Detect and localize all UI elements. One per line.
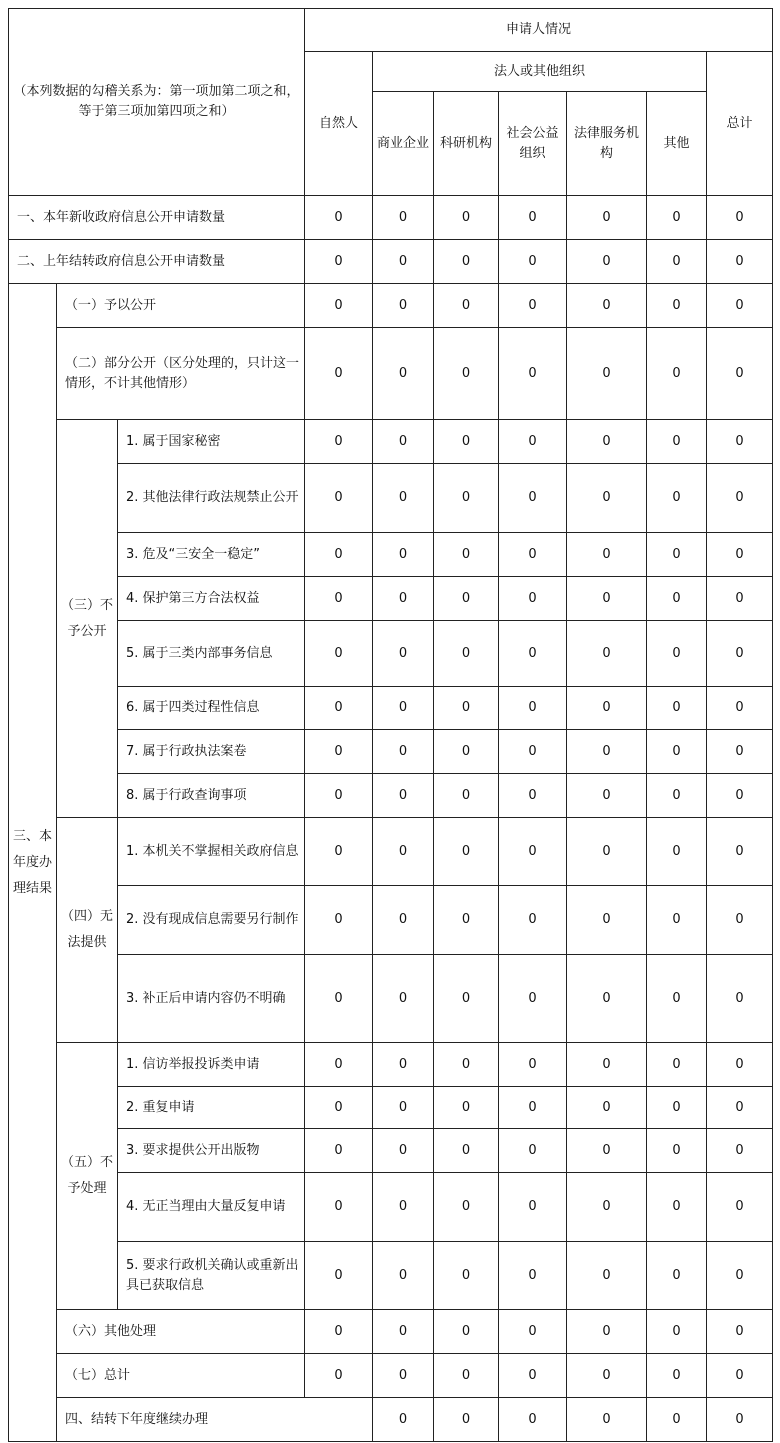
value-cell: 0 bbox=[707, 621, 773, 687]
value-cell: 0 bbox=[305, 1354, 373, 1398]
value-cell: 0 bbox=[373, 774, 434, 818]
row-label: 一、本年新收政府信息公开申请数量 bbox=[9, 196, 305, 240]
value-cell: 0 bbox=[499, 1043, 567, 1087]
value-cell: 0 bbox=[434, 284, 499, 328]
value-cell: 0 bbox=[647, 240, 707, 284]
value-cell: 0 bbox=[647, 730, 707, 774]
value-cell: 0 bbox=[499, 464, 567, 533]
value-cell: 0 bbox=[647, 1310, 707, 1354]
header-applicant: 申请人情况 bbox=[305, 9, 773, 52]
value-cell: 0 bbox=[434, 1310, 499, 1354]
value-cell: 0 bbox=[305, 1043, 373, 1087]
value-cell: 0 bbox=[707, 464, 773, 533]
value-cell: 0 bbox=[567, 196, 647, 240]
value-cell: 0 bbox=[373, 1087, 434, 1129]
table-row bbox=[9, 533, 773, 577]
value-cell: 0 bbox=[499, 1129, 567, 1173]
value-cell: 0 bbox=[373, 730, 434, 774]
value-cell: 0 bbox=[567, 328, 647, 420]
value-cell: 0 bbox=[499, 1087, 567, 1129]
value-cell: 0 bbox=[647, 818, 707, 886]
value-cell: 0 bbox=[434, 464, 499, 533]
table-row bbox=[9, 621, 773, 687]
value-cell: 0 bbox=[647, 1087, 707, 1129]
value-cell: 0 bbox=[567, 464, 647, 533]
value-cell: 0 bbox=[707, 1310, 773, 1354]
row-label: 4. 保护第三方合法权益 bbox=[118, 577, 305, 621]
value-cell: 0 bbox=[434, 621, 499, 687]
table-row bbox=[9, 240, 773, 284]
row-label: （二）部分公开（区分处理的，只计这一情形，不计其他情形） bbox=[57, 328, 305, 420]
value-cell: 0 bbox=[305, 955, 373, 1043]
table-row bbox=[9, 420, 773, 464]
value-cell: 0 bbox=[707, 1242, 773, 1310]
value-cell: 0 bbox=[567, 687, 647, 730]
section-three-label: 三、本年度办理结果 bbox=[9, 284, 57, 1442]
table-row bbox=[9, 730, 773, 774]
value-cell: 0 bbox=[647, 621, 707, 687]
value-cell: 0 bbox=[434, 818, 499, 886]
table-row bbox=[9, 1242, 773, 1310]
value-cell: 0 bbox=[434, 687, 499, 730]
value-cell: 0 bbox=[647, 1129, 707, 1173]
value-cell: 0 bbox=[499, 687, 567, 730]
value-cell: 0 bbox=[499, 955, 567, 1043]
table-row bbox=[9, 955, 773, 1043]
header-commercial: 商业企业 bbox=[373, 92, 434, 196]
value-cell: 0 bbox=[567, 1087, 647, 1129]
value-cell: 0 bbox=[434, 420, 499, 464]
value-cell: 0 bbox=[305, 687, 373, 730]
value-cell: 0 bbox=[373, 955, 434, 1043]
value-cell: 0 bbox=[499, 1173, 567, 1242]
value-cell: 0 bbox=[373, 420, 434, 464]
table-row bbox=[9, 687, 773, 730]
row-label: 6. 属于四类过程性信息 bbox=[118, 687, 305, 730]
value-cell: 0 bbox=[434, 1242, 499, 1310]
value-cell: 0 bbox=[567, 1242, 647, 1310]
value-cell: 0 bbox=[707, 1129, 773, 1173]
value-cell: 0 bbox=[305, 240, 373, 284]
value-cell: 0 bbox=[567, 1398, 647, 1442]
table-row bbox=[9, 1310, 773, 1354]
value-cell: 0 bbox=[434, 577, 499, 621]
value-cell: 0 bbox=[567, 1173, 647, 1242]
row-label: 二、上年结转政府信息公开申请数量 bbox=[9, 240, 305, 284]
value-cell: 0 bbox=[305, 621, 373, 687]
table-row bbox=[9, 1129, 773, 1173]
value-cell: 0 bbox=[567, 955, 647, 1043]
value-cell: 0 bbox=[305, 328, 373, 420]
value-cell: 0 bbox=[373, 533, 434, 577]
value-cell: 0 bbox=[305, 886, 373, 955]
row-label: 7. 属于行政执法案卷 bbox=[118, 730, 305, 774]
value-cell: 0 bbox=[499, 1354, 567, 1398]
value-cell: 0 bbox=[373, 1129, 434, 1173]
value-cell: 0 bbox=[647, 1242, 707, 1310]
value-cell: 0 bbox=[499, 621, 567, 687]
value-cell: 0 bbox=[305, 1310, 373, 1354]
value-cell: 0 bbox=[707, 1398, 773, 1442]
row-label: 1. 本机关不掌握相关政府信息 bbox=[118, 818, 305, 886]
header-legal-service: 法律服务机构 bbox=[567, 92, 647, 196]
value-cell: 0 bbox=[707, 577, 773, 621]
value-cell: 0 bbox=[373, 687, 434, 730]
value-cell: 0 bbox=[305, 1173, 373, 1242]
value-cell: 0 bbox=[373, 818, 434, 886]
value-cell: 0 bbox=[647, 687, 707, 730]
value-cell: 0 bbox=[434, 196, 499, 240]
value-cell: 0 bbox=[305, 284, 373, 328]
value-cell: 0 bbox=[434, 955, 499, 1043]
value-cell: 0 bbox=[434, 1173, 499, 1242]
value-cell: 0 bbox=[567, 1310, 647, 1354]
value-cell: 0 bbox=[499, 886, 567, 955]
value-cell: 0 bbox=[305, 420, 373, 464]
value-cell: 0 bbox=[647, 284, 707, 328]
value-cell: 0 bbox=[647, 886, 707, 955]
value-cell: 0 bbox=[373, 1398, 434, 1442]
value-cell: 0 bbox=[707, 687, 773, 730]
header-social: 社会公益组织 bbox=[499, 92, 567, 196]
value-cell: 0 bbox=[305, 464, 373, 533]
value-cell: 0 bbox=[305, 774, 373, 818]
value-cell: 0 bbox=[707, 1087, 773, 1129]
value-cell: 0 bbox=[373, 464, 434, 533]
value-cell: 0 bbox=[707, 955, 773, 1043]
value-cell: 0 bbox=[434, 1354, 499, 1398]
value-cell: 0 bbox=[647, 533, 707, 577]
value-cell: 0 bbox=[373, 621, 434, 687]
value-cell: 0 bbox=[707, 420, 773, 464]
table-row bbox=[9, 886, 773, 955]
table-row bbox=[9, 196, 773, 240]
table-row bbox=[9, 577, 773, 621]
value-cell: 0 bbox=[434, 328, 499, 420]
header-note: （本列数据的勾稽关系为：第一项加第二项之和，等于第三项加第四项之和） bbox=[9, 9, 305, 196]
value-cell: 0 bbox=[567, 420, 647, 464]
group-four-label: （四）无法提供 bbox=[57, 818, 118, 1043]
value-cell: 0 bbox=[567, 284, 647, 328]
value-cell: 0 bbox=[647, 420, 707, 464]
value-cell: 0 bbox=[305, 818, 373, 886]
value-cell: 0 bbox=[373, 886, 434, 955]
value-cell: 0 bbox=[707, 730, 773, 774]
table-row bbox=[9, 1087, 773, 1129]
row-label: 8. 属于行政查询事项 bbox=[118, 774, 305, 818]
header-total: 总计 bbox=[707, 52, 773, 196]
statistics-table bbox=[8, 8, 773, 1442]
value-cell: 0 bbox=[707, 1043, 773, 1087]
value-cell: 0 bbox=[434, 1087, 499, 1129]
value-cell: 0 bbox=[647, 328, 707, 420]
value-cell: 0 bbox=[499, 284, 567, 328]
header-research: 科研机构 bbox=[434, 92, 499, 196]
value-cell: 0 bbox=[499, 1310, 567, 1354]
value-cell: 0 bbox=[305, 196, 373, 240]
value-cell: 0 bbox=[707, 818, 773, 886]
value-cell: 0 bbox=[707, 774, 773, 818]
value-cell: 0 bbox=[647, 1043, 707, 1087]
value-cell: 0 bbox=[707, 533, 773, 577]
value-cell: 0 bbox=[373, 1173, 434, 1242]
value-cell: 0 bbox=[499, 774, 567, 818]
value-cell: 0 bbox=[499, 196, 567, 240]
value-cell: 0 bbox=[373, 328, 434, 420]
value-cell: 0 bbox=[647, 464, 707, 533]
table-row bbox=[9, 464, 773, 533]
value-cell: 0 bbox=[373, 577, 434, 621]
value-cell: 0 bbox=[434, 886, 499, 955]
value-cell: 0 bbox=[647, 577, 707, 621]
value-cell: 0 bbox=[434, 1129, 499, 1173]
value-cell: 0 bbox=[499, 577, 567, 621]
value-cell: 0 bbox=[707, 886, 773, 955]
value-cell: 0 bbox=[707, 1354, 773, 1398]
header-legal-org: 法人或其他组织 bbox=[373, 52, 707, 92]
value-cell: 0 bbox=[567, 774, 647, 818]
table-row bbox=[9, 1043, 773, 1087]
value-cell: 0 bbox=[707, 328, 773, 420]
value-cell: 0 bbox=[567, 1354, 647, 1398]
value-cell: 0 bbox=[373, 1354, 434, 1398]
value-cell: 0 bbox=[373, 196, 434, 240]
value-cell: 0 bbox=[707, 284, 773, 328]
row-label: 2. 没有现成信息需要另行制作 bbox=[118, 886, 305, 955]
table-row bbox=[9, 1398, 773, 1442]
value-cell: 0 bbox=[499, 1242, 567, 1310]
table-row bbox=[9, 818, 773, 886]
row-label: 2. 重复申请 bbox=[118, 1087, 305, 1129]
row-label: 5. 要求行政机关确认或重新出具已获取信息 bbox=[118, 1242, 305, 1310]
value-cell: 0 bbox=[434, 774, 499, 818]
group-three-label: （三）不予公开 bbox=[57, 420, 118, 818]
table-row bbox=[9, 1354, 773, 1398]
value-cell: 0 bbox=[305, 1087, 373, 1129]
value-cell: 0 bbox=[305, 730, 373, 774]
table-row bbox=[9, 328, 773, 420]
value-cell: 0 bbox=[305, 1242, 373, 1310]
value-cell: 0 bbox=[373, 1242, 434, 1310]
value-cell: 0 bbox=[434, 533, 499, 577]
value-cell: 0 bbox=[373, 284, 434, 328]
header-natural-person: 自然人 bbox=[305, 52, 373, 196]
group-five-label: （五）不予处理 bbox=[57, 1043, 118, 1310]
value-cell: 0 bbox=[434, 1043, 499, 1087]
value-cell: 0 bbox=[567, 1043, 647, 1087]
value-cell: 0 bbox=[567, 818, 647, 886]
row-label: 5. 属于三类内部事务信息 bbox=[118, 621, 305, 687]
value-cell: 0 bbox=[707, 1173, 773, 1242]
value-cell: 0 bbox=[567, 240, 647, 284]
value-cell: 0 bbox=[499, 1398, 567, 1442]
value-cell: 0 bbox=[647, 1398, 707, 1442]
table-row bbox=[9, 284, 773, 328]
value-cell: 0 bbox=[567, 1129, 647, 1173]
value-cell: 0 bbox=[567, 621, 647, 687]
value-cell: 0 bbox=[499, 730, 567, 774]
value-cell: 0 bbox=[567, 886, 647, 955]
table-row bbox=[9, 774, 773, 818]
row-label: 3. 补正后申请内容仍不明确 bbox=[118, 955, 305, 1043]
value-cell: 0 bbox=[434, 240, 499, 284]
value-cell: 0 bbox=[434, 1398, 499, 1442]
row-label: 1. 信访举报投诉类申请 bbox=[118, 1043, 305, 1087]
value-cell: 0 bbox=[567, 730, 647, 774]
header-other: 其他 bbox=[647, 92, 707, 196]
value-cell: 0 bbox=[647, 196, 707, 240]
value-cell: 0 bbox=[499, 328, 567, 420]
value-cell: 0 bbox=[567, 577, 647, 621]
row-label: （一）予以公开 bbox=[57, 284, 305, 328]
value-cell: 0 bbox=[647, 1173, 707, 1242]
row-label: 四、结转下年度继续办理 bbox=[57, 1398, 373, 1442]
value-cell: 0 bbox=[707, 240, 773, 284]
row-label: 3. 要求提供公开出版物 bbox=[118, 1129, 305, 1173]
value-cell: 0 bbox=[305, 1129, 373, 1173]
row-label: 3. 危及“三安全一稳定” bbox=[118, 533, 305, 577]
value-cell: 0 bbox=[434, 730, 499, 774]
value-cell: 0 bbox=[567, 533, 647, 577]
value-cell: 0 bbox=[305, 577, 373, 621]
value-cell: 0 bbox=[499, 420, 567, 464]
value-cell: 0 bbox=[647, 774, 707, 818]
table-row bbox=[9, 1173, 773, 1242]
value-cell: 0 bbox=[499, 818, 567, 886]
value-cell: 0 bbox=[647, 1354, 707, 1398]
row-label: （六）其他处理 bbox=[57, 1310, 305, 1354]
value-cell: 0 bbox=[499, 240, 567, 284]
value-cell: 0 bbox=[373, 1310, 434, 1354]
value-cell: 0 bbox=[647, 955, 707, 1043]
value-cell: 0 bbox=[707, 196, 773, 240]
value-cell: 0 bbox=[373, 240, 434, 284]
row-label: （七）总计 bbox=[57, 1354, 305, 1398]
row-label: 2. 其他法律行政法规禁止公开 bbox=[118, 464, 305, 533]
row-label: 4. 无正当理由大量反复申请 bbox=[118, 1173, 305, 1242]
row-label: 1. 属于国家秘密 bbox=[118, 420, 305, 464]
value-cell: 0 bbox=[305, 533, 373, 577]
value-cell: 0 bbox=[499, 533, 567, 577]
value-cell: 0 bbox=[373, 1043, 434, 1087]
